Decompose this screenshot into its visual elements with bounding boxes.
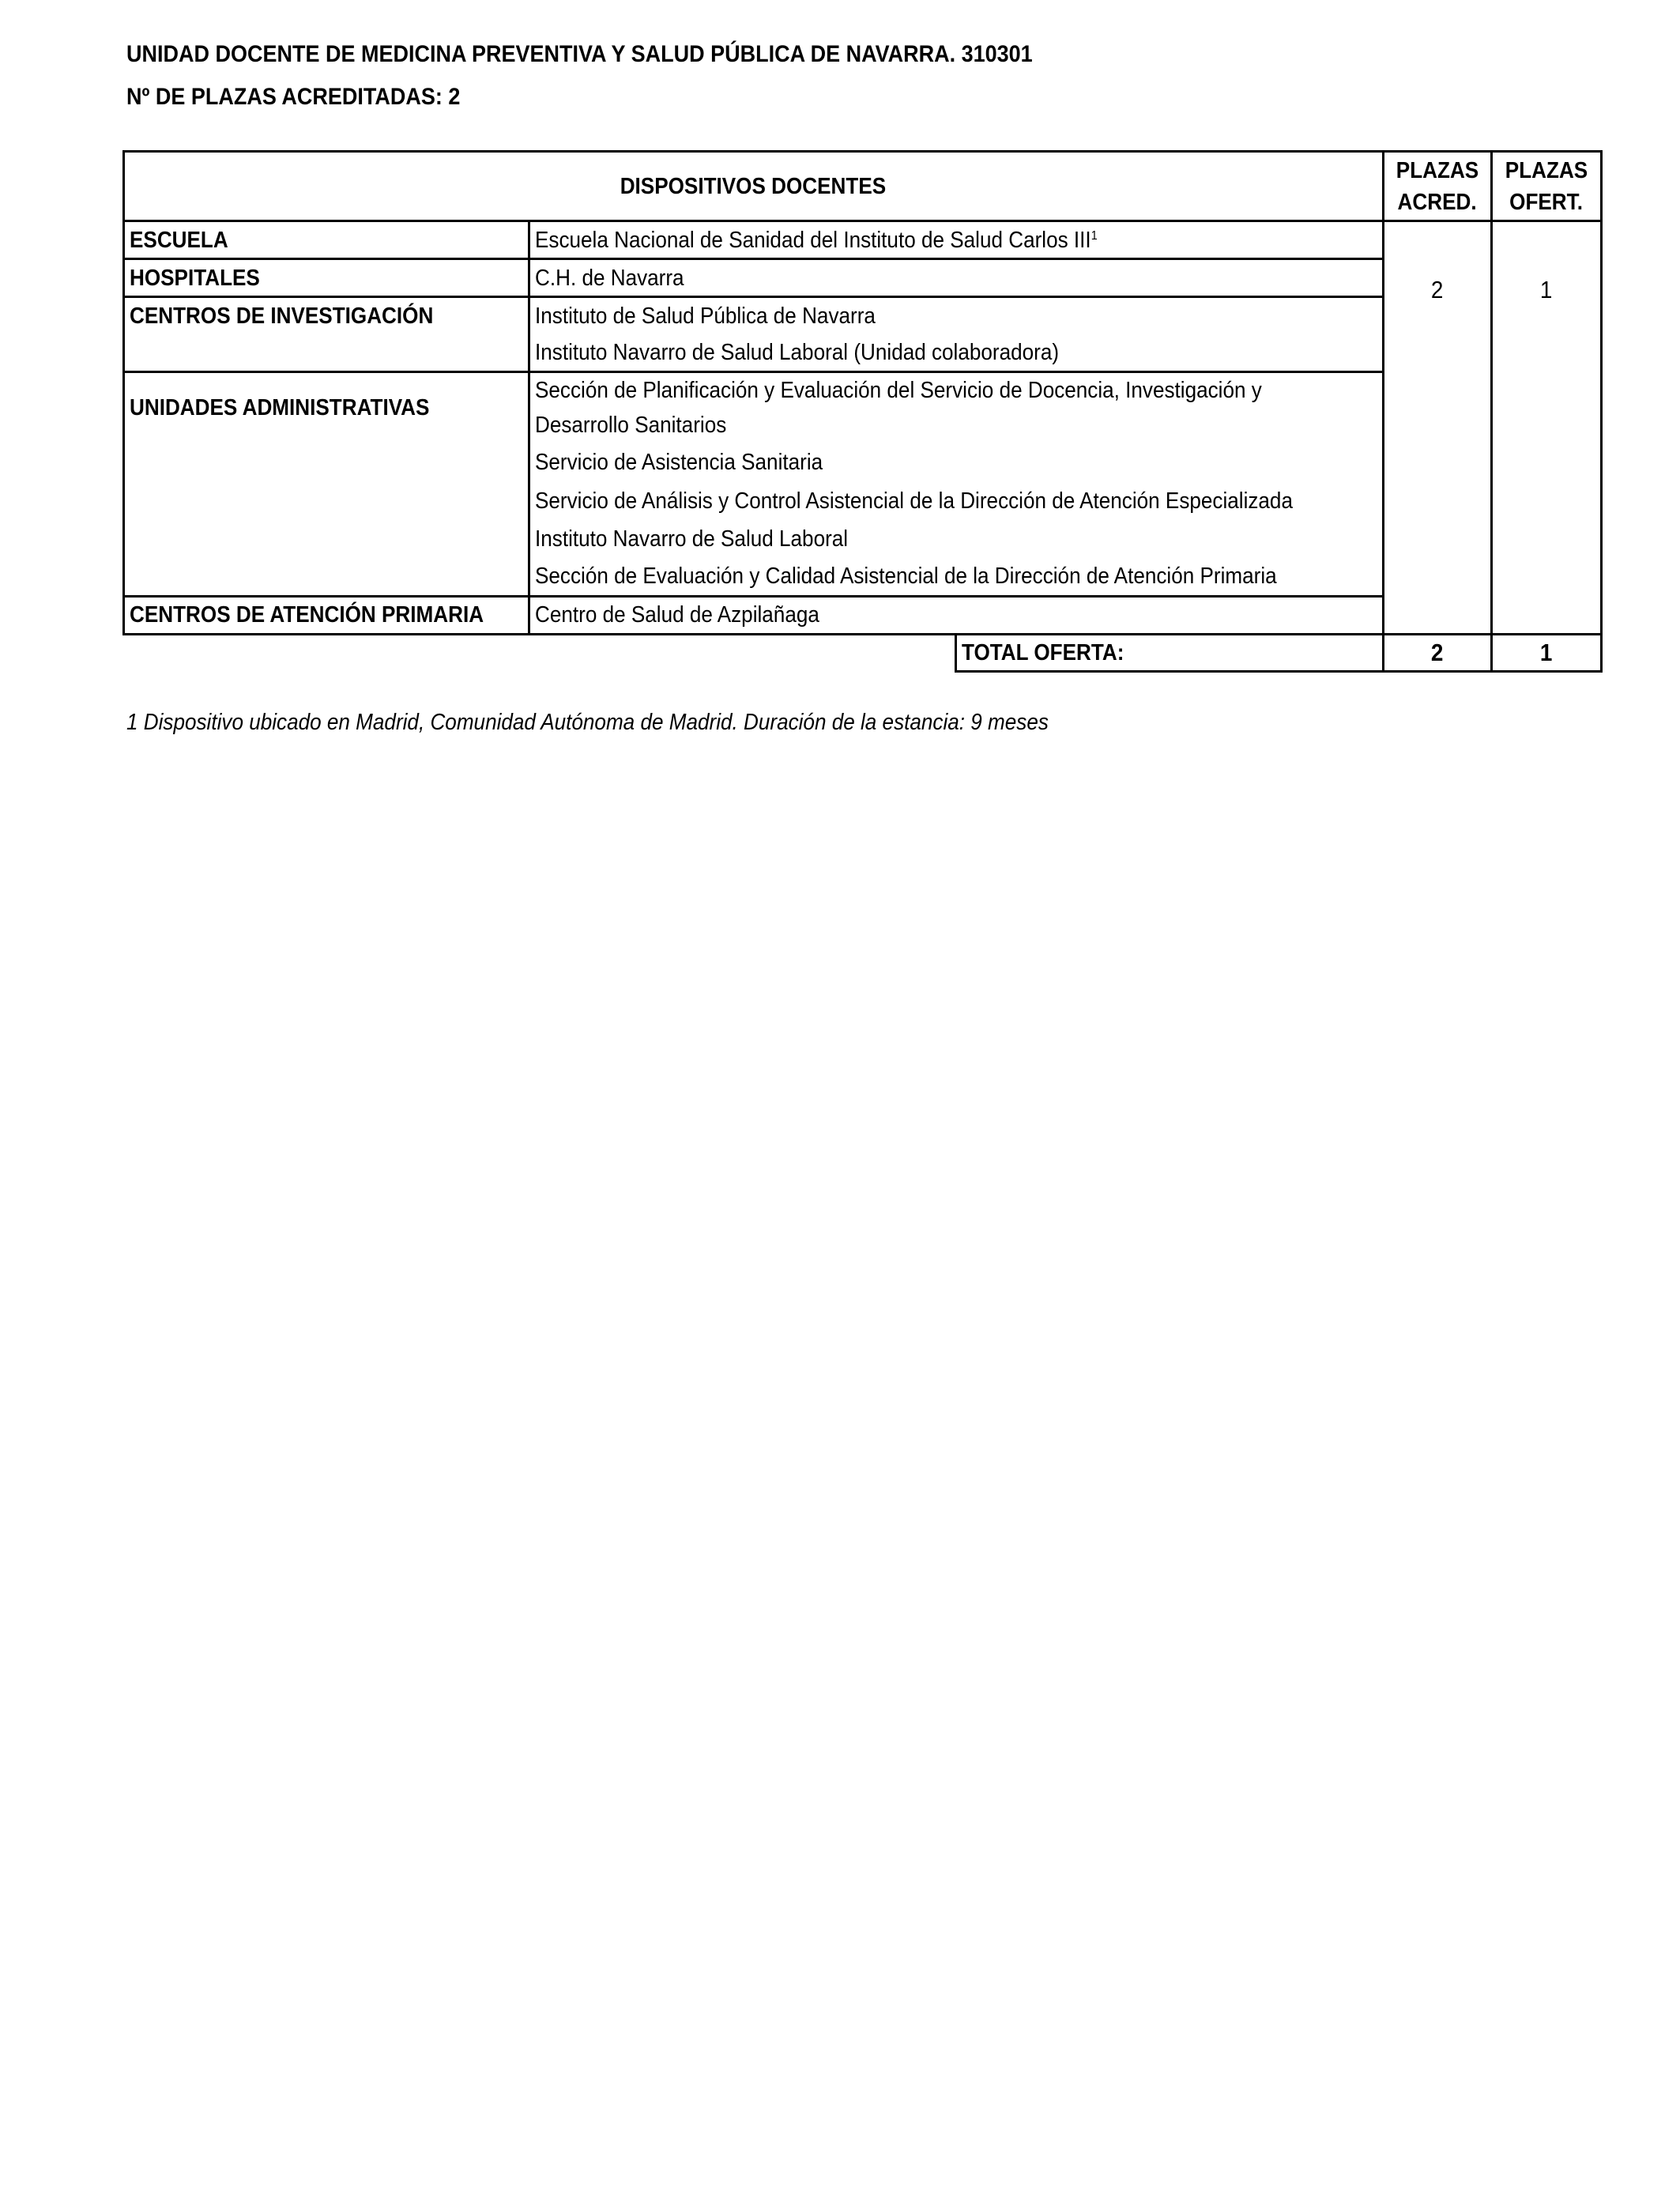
device-cell: Instituto Navarro de Salud Laboral (Unidad colaboradora) (529, 335, 1384, 372)
device-cell: Desarrollo Sanitarios (529, 408, 1384, 443)
header-dispositivos: DISPOSITIVOS DOCENTES (124, 152, 1384, 221)
dispositivos-table (122, 150, 1603, 673)
table-header-row (124, 152, 1602, 221)
document-subtitle: Nº DE PLAZAS ACREDITADAS: 2 (126, 84, 461, 110)
category-hospitales: HOSPITALES (124, 259, 529, 297)
document-title: UNIDAD DOCENTE DE MEDICINA PREVENTIVA Y SALUD PÚBLICA DE NAVARRA. 310301 (126, 41, 1033, 67)
table-row (124, 221, 1602, 259)
table-row (124, 259, 1602, 297)
category-atencion-primaria: CENTROS DE ATENCIÓN PRIMARIA (124, 596, 529, 634)
category-unidades-administrativas: UNIDADES ADMINISTRATIVAS (124, 372, 529, 597)
device-cell: Escuela Nacional de Sanidad del Instituto de Salud Carlos III$^1$ (529, 221, 1384, 259)
device-cell: Centro de Salud de Azpilañaga (529, 596, 1384, 634)
footnote-text: 1 Dispositivo ubicado en Madrid, Comunidad Autónoma de Madrid. Duración de la estancia: 9 meses (126, 710, 1049, 735)
total-label: TOTAL OFERTA: (955, 634, 1383, 671)
header-plazas-acred: PLAZAS ACRED. (1383, 152, 1491, 221)
device-cell: Instituto de Salud Pública de Navarra (529, 297, 1384, 335)
total-ofert: 1 (1491, 634, 1601, 671)
category-escuela: ESCUELA (124, 221, 529, 259)
category-investigacion: CENTROS DE INVESTIGACIÓN (124, 297, 529, 335)
plazas-acred-value: 2 (1383, 221, 1491, 635)
device-cell: Servicio de Asistencia Sanitaria (529, 443, 1384, 482)
header-plazas-ofert: PLAZAS OFERT. (1491, 152, 1601, 221)
total-row (124, 634, 1602, 671)
table-row (124, 335, 1602, 372)
plazas-ofert-value: 1 (1491, 221, 1601, 635)
device-cell: Sección de Planificación y Evaluación del Servicio de Docencia, Investigación y (529, 372, 1384, 409)
table-row (124, 297, 1602, 335)
device-cell: C.H. de Navarra (529, 259, 1384, 297)
device-cell: Servicio de Análisis y Control Asistencial de la Dirección de Atención Especializada (529, 482, 1384, 520)
device-cell: Sección de Evaluación y Calidad Asistencial de la Dirección de Atención Primaria (529, 558, 1384, 596)
table-row (124, 596, 1602, 634)
footnote-mark: 1 (1090, 228, 1098, 243)
device-cell: Instituto Navarro de Salud Laboral (529, 520, 1384, 558)
total-acred: 2 (1383, 634, 1491, 671)
table-row (124, 372, 1602, 409)
